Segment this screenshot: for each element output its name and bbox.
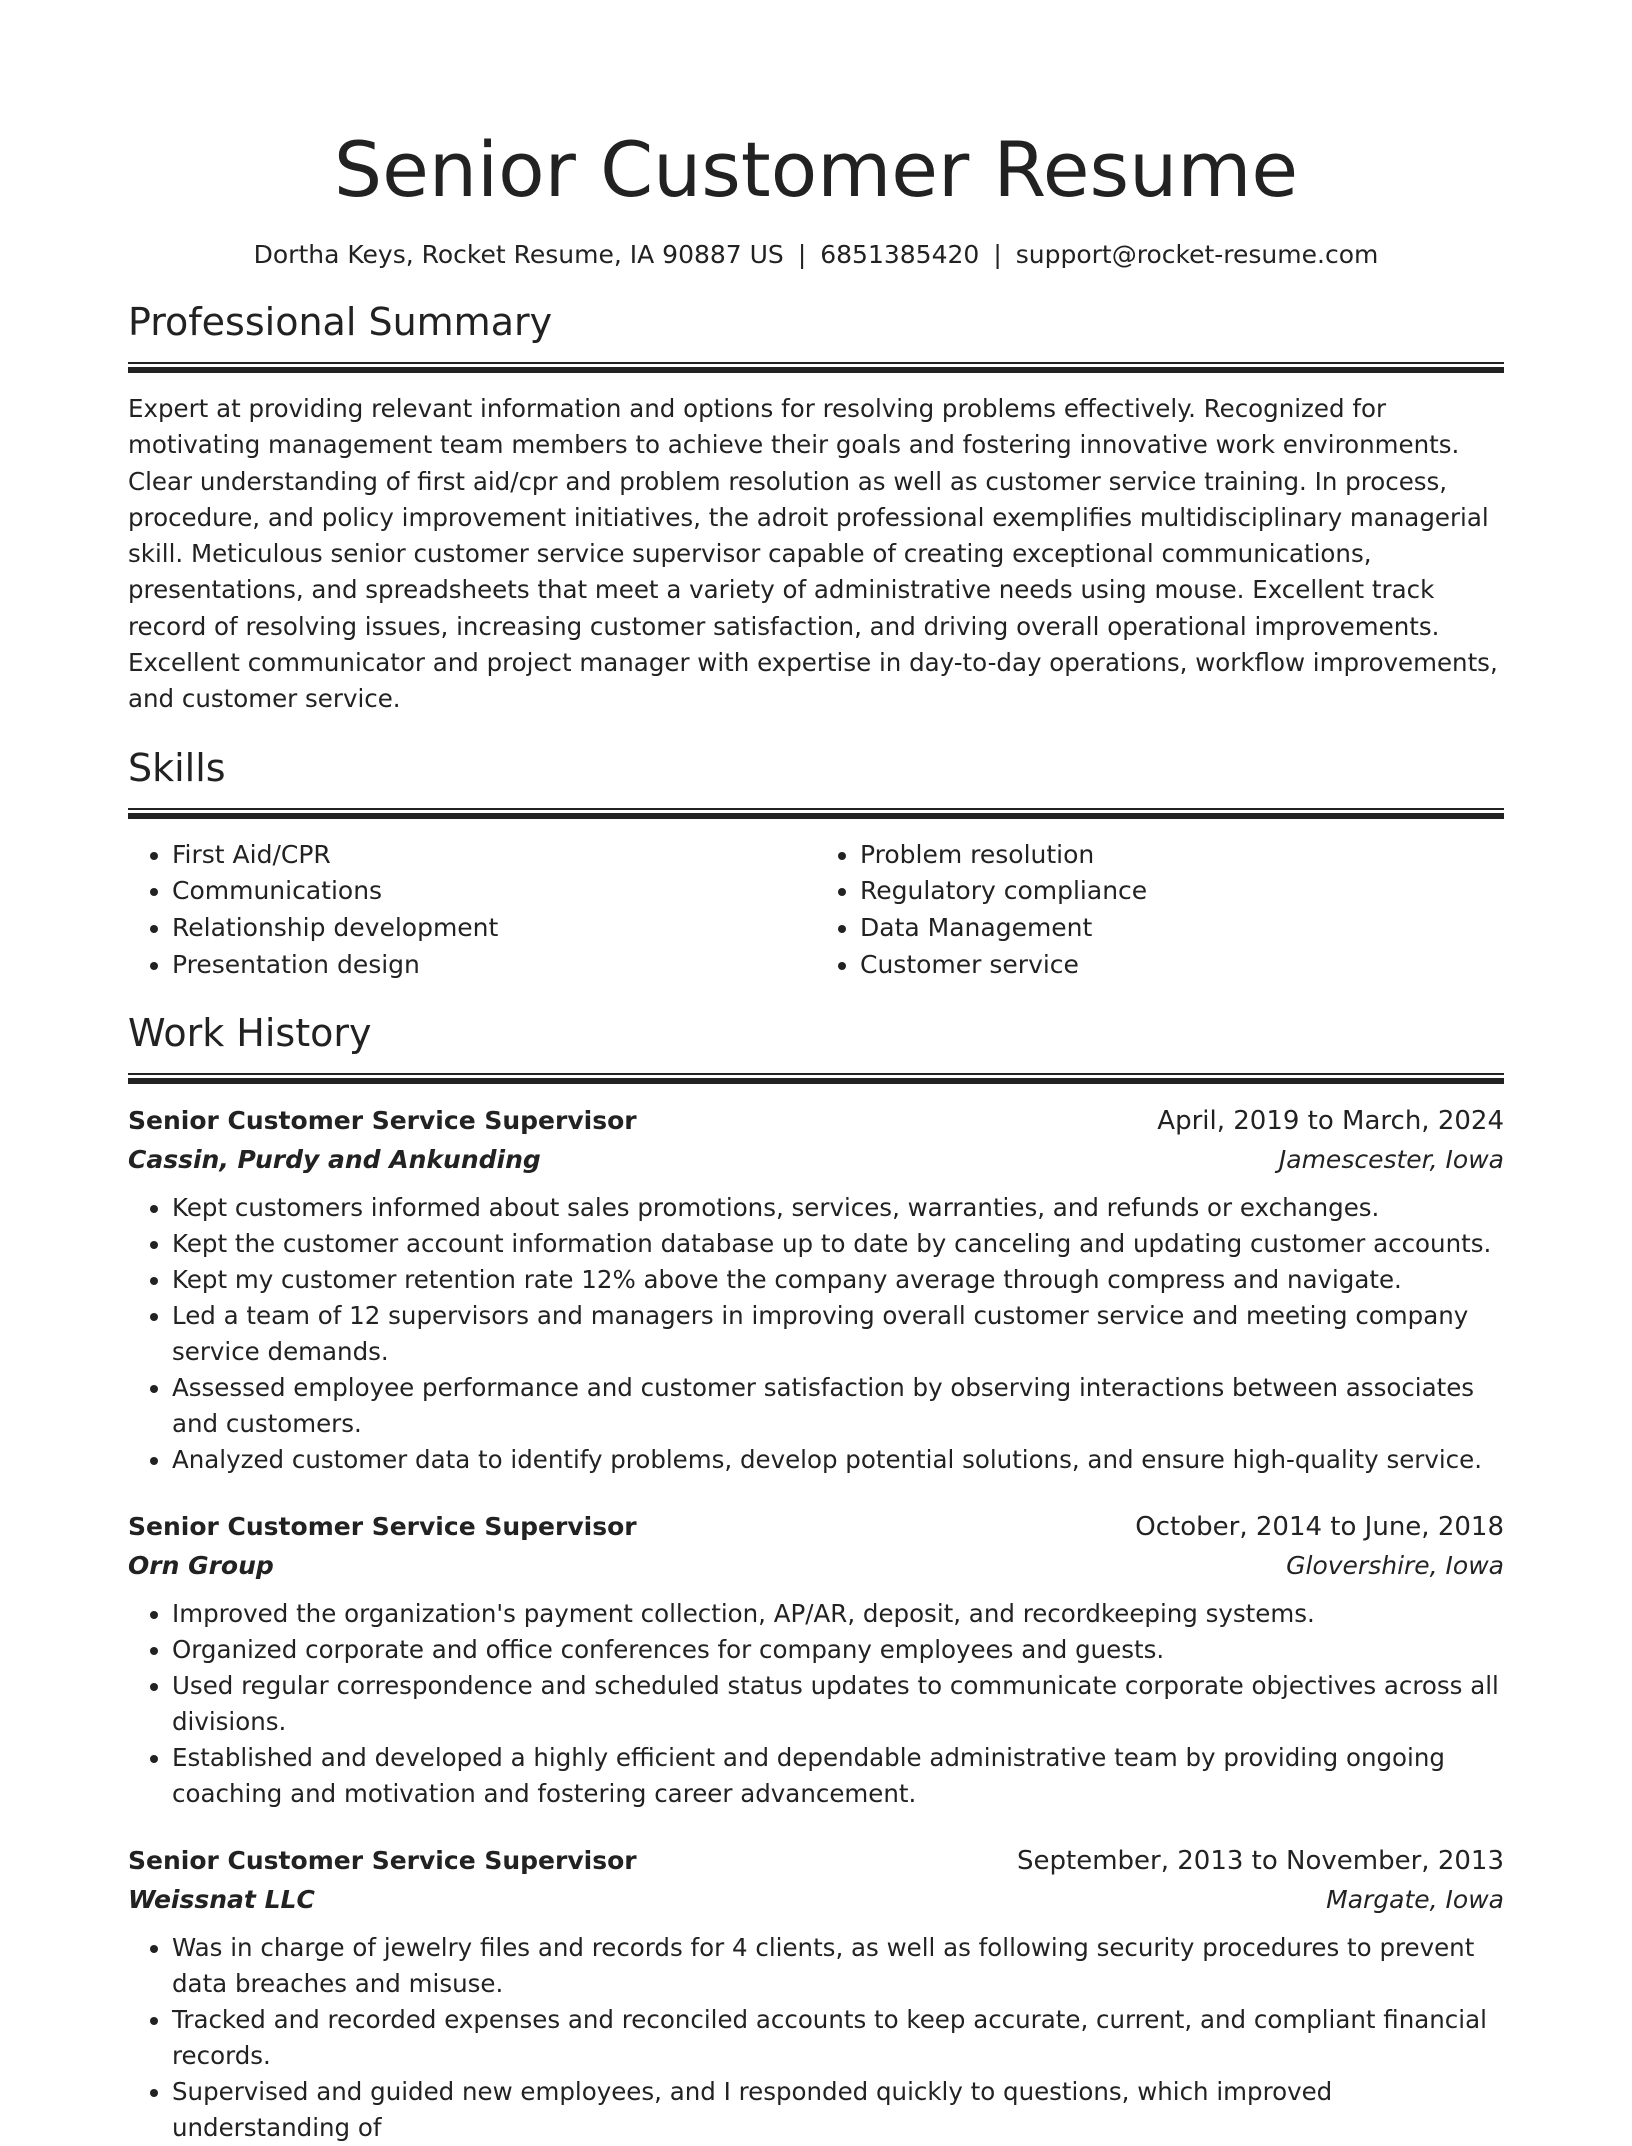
- job-entry: [128, 1102, 1504, 1478]
- resume-page: [128, 0, 1504, 2146]
- section-divider: [128, 1073, 1504, 1084]
- skill-item: • Regulatory compliance: [860, 873, 1504, 910]
- job-location: Jamescester, Iowa: [1278, 1145, 1504, 1175]
- contact-email: support@rocket-resume.com: [1015, 240, 1379, 269]
- job-bullet: • Used regular correspondence and scheduled status updates to communicate corporate objectives across all divisions.: [172, 1668, 1504, 1740]
- contact-phone: 6851385420: [820, 240, 980, 269]
- skill-item: • First Aid/CPR: [172, 837, 816, 874]
- job-bullet: • Kept my customer retention rate 12% above the company average through compress and navigate.: [172, 1262, 1504, 1298]
- skill-item: • Relationship development: [172, 910, 816, 947]
- job-company: Weissnat LLC: [128, 1885, 315, 1915]
- skill-item: • Data Management: [860, 910, 1504, 947]
- job-bullet: • Organized corporate and office conferences for company employees and guests.: [172, 1632, 1504, 1668]
- job-bullet: • Established and developed a highly efficient and dependable administrative team by providing ongoing coaching and motivation and fostering career advancement.: [172, 1740, 1504, 1812]
- job-bullets: [128, 1190, 1504, 1478]
- job-bullet: • Kept customers informed about sales promotions, services, warranties, and refunds or exchanges.: [172, 1190, 1504, 1226]
- skill-item: • Problem resolution: [860, 837, 1504, 874]
- job-bullet: • Led a team of 12 supervisors and managers in improving overall customer service and meeting company service demands.: [172, 1298, 1504, 1370]
- summary-text: Expert at providing relevant information and options for resolving problems effectively. Recognized for motivating management team members to achieve their goals and fostering innovative work environments. Clear understanding of first aid/cpr and problem resolution as well as customer service training. In process, procedure, and policy improvement initiatives, the adroit professional exemplifies multidisciplinary managerial skill. Meticulous senior customer service supervisor capable of creating exceptional communications, presentations, and spreadsheets that meet a variety of administrative needs using mouse. Excellent track record of resolving issues, increasing customer satisfaction, and driving overall operational improvements. Excellent communicator and project manager with expertise in day-to-day operations, workflow improvements, and customer service.: [128, 394, 1498, 714]
- work-history-heading: Work History: [128, 1011, 372, 1056]
- job-bullet: • Improved the organization's payment collection, AP/AR, deposit, and recordkeeping systems.: [172, 1596, 1504, 1632]
- job-title: Senior Customer Service Supervisor: [128, 1512, 637, 1542]
- job-entry: [128, 1842, 1504, 2146]
- contact-address: Dortha Keys, Rocket Resume, IA 90887 US: [253, 240, 784, 269]
- skill-item: • Customer service: [860, 947, 1504, 984]
- skills-column-right: [816, 837, 1504, 984]
- section-divider: [128, 808, 1504, 819]
- job-bullet: • Assessed employee performance and customer satisfaction by observing interactions between associates and customers.: [172, 1370, 1504, 1442]
- job-bullets: [128, 1930, 1504, 2146]
- job-bullet: • Supervised and guided new employees, and I responded quickly to questions, which improved understanding of: [172, 2074, 1504, 2146]
- job-dates: September, 2013 to November, 2013: [1017, 1846, 1504, 1877]
- job-bullet: • Tracked and recorded expenses and reconciled accounts to keep accurate, current, and compliant financial records.: [172, 2002, 1504, 2074]
- contact-separator: |: [993, 240, 1002, 269]
- job-location: Glovershire, Iowa: [1286, 1551, 1504, 1581]
- job-location: Margate, Iowa: [1326, 1885, 1504, 1915]
- skills-column-left: [128, 837, 816, 984]
- skill-item: • Presentation design: [172, 947, 816, 984]
- skills-heading: Skills: [128, 745, 226, 790]
- job-dates: April, 2019 to March, 2024: [1157, 1106, 1504, 1137]
- job-dates: October, 2014 to June, 2018: [1135, 1512, 1504, 1543]
- resume-title: Senior Customer Resume: [333, 125, 1299, 214]
- summary-section: [128, 298, 1504, 718]
- summary-heading: Professional Summary: [128, 300, 553, 344]
- contact-separator: |: [797, 240, 807, 269]
- job-title: Senior Customer Service Supervisor: [128, 1846, 637, 1876]
- skill-item: • Communications: [172, 873, 816, 910]
- contact-line: [128, 238, 1504, 272]
- job-company: Orn Group: [128, 1551, 274, 1581]
- skills-list: [128, 837, 1504, 984]
- job-bullet: • Analyzed customer data to identify problems, develop potential solutions, and ensure high-quality service.: [172, 1442, 1504, 1478]
- job-bullet: • Was in charge of jewelry files and records for 4 clients, as well as following security procedures to prevent data breaches and misuse.: [172, 1930, 1504, 2002]
- job-bullets: [128, 1596, 1504, 1812]
- work-history-section: [128, 1009, 1504, 2146]
- job-bullet: • Kept the customer account information database up to date by canceling and updating customer accounts.: [172, 1226, 1504, 1262]
- section-divider: [128, 362, 1504, 373]
- skills-section: [128, 744, 1504, 984]
- job-entry: [128, 1508, 1504, 1812]
- job-company: Cassin, Purdy and Ankunding: [128, 1145, 541, 1175]
- job-title: Senior Customer Service Supervisor: [128, 1106, 637, 1136]
